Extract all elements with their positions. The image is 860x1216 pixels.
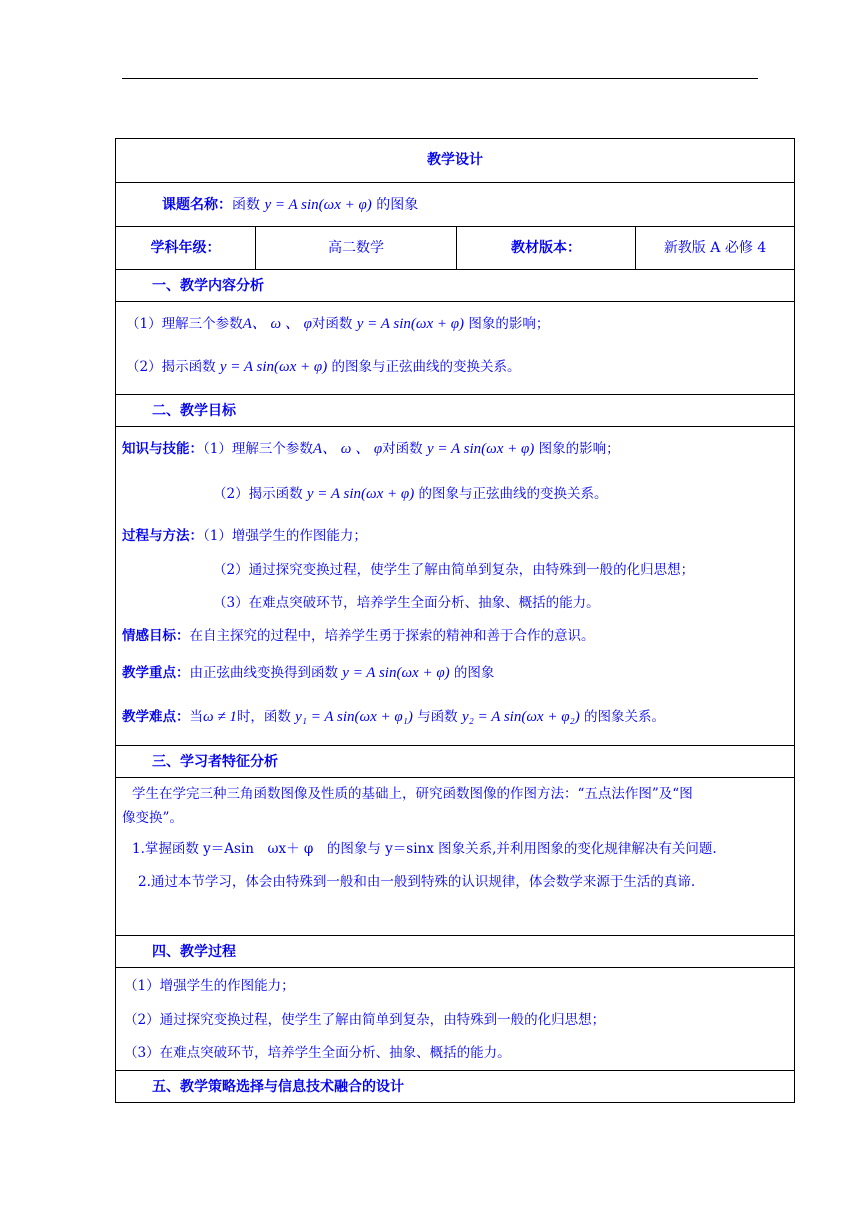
learner-para-line-1: 学生在学完三种三角函数图像及性质的基础上，研究函数图像的作图方法：“五点法作图”及“图 xyxy=(132,786,693,802)
section-3-heading: 三、学习者特征分析 xyxy=(116,745,794,777)
section-1-body xyxy=(116,301,794,394)
teaching-difficulty: 教学难点：当ω ≠ 1时，函数 y₁ = A sin(ωx + φ₁) 与函数 y₂ = A sin(ωx + φ₂) 的图象关系。 xyxy=(122,709,666,725)
knowledge-line-1: 知识与技能：（1）理解三个参数A、 ω 、 φ对函数 y = A sin(ωx + φ) 图象的影响； xyxy=(122,441,620,457)
learner-item-2: 2.通过本节学习，体会由特殊到一般和由一般到特殊的认识规律，体会数学来源于生活的真谛. xyxy=(138,874,696,890)
section-2-body xyxy=(116,426,794,745)
process-line-2: （2）通过探究变换过程，使学生了解由简单到复杂，由特殊到一般的化归思想； xyxy=(213,562,695,578)
focus-label: 教学重点： xyxy=(122,665,190,681)
section-4-body xyxy=(116,967,794,1070)
grade-label: 学科年级： xyxy=(150,240,221,256)
content-analysis-line-2: （2）揭示函数 y = A sin(ωx + φ) 的图象与正弦曲线的变换关系。 xyxy=(126,359,521,375)
learner-para-line-2: 像变换”。 xyxy=(122,810,183,826)
process-step-2: （2）通过探究变换过程，使学生了解由简单到复杂，由特殊到一般的化归思想； xyxy=(124,1012,606,1028)
emotion-goal: 情感目标：在自主探究的过程中，培养学生勇于探索的精神和善于合作的意识。 xyxy=(122,628,595,644)
lesson-design-table xyxy=(115,138,795,1103)
header-rule xyxy=(122,78,758,79)
process-line-1: 过程与方法：（1）增强学生的作图能力； xyxy=(122,528,367,544)
section-2-heading: 二、教学目标 xyxy=(116,394,794,426)
course-prefix: 函数 xyxy=(232,197,265,213)
edition-value: 新教版 A 必修 4 xyxy=(635,227,794,270)
knowledge-label: 知识与技能： xyxy=(122,441,203,457)
content-analysis-line-1: （1）理解三个参数A、 ω 、 φ对函数 y = A sin(ωx + φ) 图象的影响； xyxy=(126,316,550,332)
course-label: 课题名称： xyxy=(162,197,232,213)
section-5-heading: 五、教学策略选择与信息技术融合的设计 xyxy=(116,1070,794,1102)
teaching-focus: 教学重点：由正弦曲线变换得到函数 y = A sin(ωx + φ) 的图象 xyxy=(122,665,495,681)
section-3-body xyxy=(116,777,794,935)
section-4-heading: 四、教学过程 xyxy=(116,935,794,967)
emotion-label: 情感目标： xyxy=(122,628,190,644)
edition-label: 教材版本： xyxy=(456,227,635,270)
course-row xyxy=(116,182,794,226)
course-formula: y = A sin(ωx + φ) xyxy=(264,197,372,213)
info-row xyxy=(116,226,794,269)
difficulty-label: 教学难点： xyxy=(122,709,190,725)
knowledge-line-2: （2）揭示函数 y = A sin(ωx + φ) 的图象与正弦曲线的变换关系。 xyxy=(213,486,608,502)
process-step-1: （1）增强学生的作图能力； xyxy=(124,978,295,994)
section-1-heading: 一、教学内容分析 xyxy=(116,269,794,301)
learner-item-1: 1.掌握函数 y＝Asin ωx＋ φ 的图象与 y＝sinx 图象关系,并利用图象的变化规律解决有关问题. xyxy=(132,841,717,857)
grade-value: 高二数学 xyxy=(255,227,456,270)
process-label: 过程与方法： xyxy=(122,528,203,544)
table-title: 教学设计 xyxy=(427,152,483,168)
process-step-3: （3）在难点突破环节，培养学生全面分析、抽象、概括的能力。 xyxy=(124,1045,511,1061)
course-suffix: 的图象 xyxy=(371,197,419,213)
process-line-3: （3）在难点突破环节，培养学生全面分析、抽象、概括的能力。 xyxy=(213,595,600,611)
